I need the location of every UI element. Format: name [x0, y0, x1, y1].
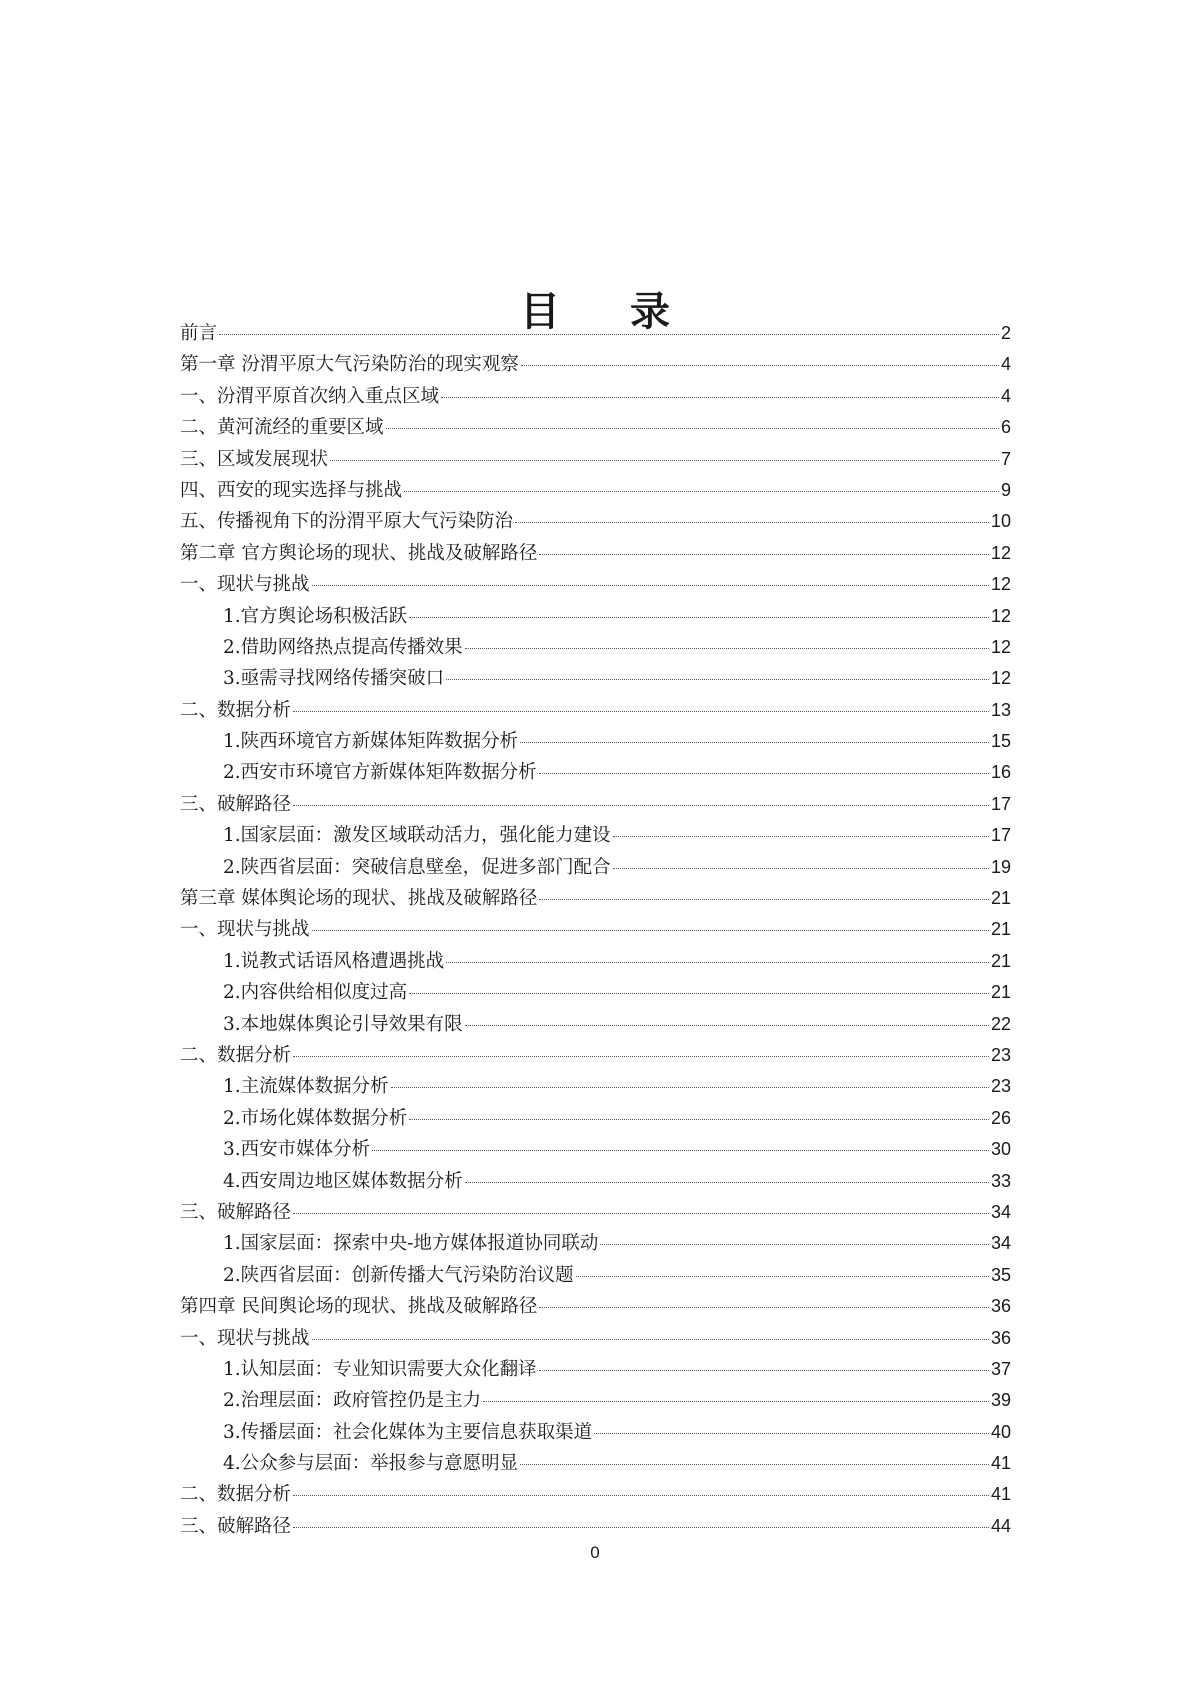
- toc-entry-title: 前言: [180, 323, 218, 344]
- dot-leader: [293, 1526, 989, 1528]
- toc-entry-title: 2.市场化媒体数据分析: [223, 1107, 408, 1129]
- toc-subentry[interactable]: [180, 1134, 1011, 1165]
- toc-entry-title: 3.传播层面：社会化媒体为主要信息获取渠道: [223, 1421, 593, 1443]
- toc-entry[interactable]: [180, 506, 1011, 537]
- toc-entry-title: 三、破解路径: [180, 1515, 292, 1537]
- toc-entry-page-number: 2: [1000, 323, 1011, 343]
- toc-subentry[interactable]: [180, 601, 1011, 632]
- toc-entry-page-number: 21: [990, 950, 1011, 971]
- toc-entry-page-number: 16: [990, 762, 1011, 783]
- toc-entry-title: 2.治理层面：政府管控仍是主力: [223, 1390, 482, 1412]
- toc-entry[interactable]: [180, 444, 1011, 475]
- dot-leader: [539, 772, 989, 774]
- dot-leader: [391, 1086, 989, 1088]
- toc-subentry[interactable]: [180, 1385, 1011, 1416]
- toc-subentry[interactable]: [180, 1103, 1011, 1134]
- dot-leader: [594, 1432, 989, 1434]
- toc-entry[interactable]: [180, 475, 1011, 506]
- dot-leader: [386, 427, 999, 429]
- toc-entry-page-number: 35: [990, 1264, 1011, 1285]
- dot-leader: [521, 364, 999, 366]
- toc-entry-page-number: 12: [990, 605, 1011, 626]
- toc-entry-page-number: 34: [990, 1233, 1011, 1254]
- toc-entry-title: 第四章 民间舆论场的现状、挑战及破解路径: [180, 1296, 538, 1318]
- dot-leader: [539, 553, 989, 555]
- toc-entry-page-number: 12: [990, 574, 1011, 595]
- toc-entry[interactable]: [180, 1479, 1011, 1510]
- toc-subentry[interactable]: [180, 632, 1011, 663]
- dot-leader: [409, 992, 989, 994]
- toc-entry-title: 四、西安的现实选择与挑战: [180, 479, 403, 501]
- toc-subentry[interactable]: [180, 1166, 1011, 1197]
- toc-entry-page-number: 22: [990, 1013, 1011, 1034]
- toc-entry-page-number: 17: [990, 793, 1011, 814]
- toc-entry[interactable]: [180, 538, 1011, 569]
- toc-entry-title: 第三章 媒体舆论场的现状、挑战及破解路径: [180, 888, 538, 910]
- toc-subentry[interactable]: [180, 757, 1011, 788]
- toc-subentry[interactable]: [180, 663, 1011, 694]
- toc-entry-title: 二、黄河流经的重要区域: [180, 417, 384, 439]
- toc-entry-title: 3.西安市媒体分析: [223, 1139, 371, 1161]
- toc-subentry[interactable]: [180, 1448, 1011, 1479]
- toc-entry-title: 2.西安市环境官方新媒体矩阵数据分析: [223, 762, 537, 784]
- toc-entry-page-number: 36: [990, 1296, 1011, 1317]
- toc-entry-page-number: 36: [990, 1327, 1011, 1348]
- toc-entry-page-number: 17: [990, 825, 1011, 846]
- toc-entry-title: 二、数据分析: [180, 1044, 292, 1066]
- toc-entry-title: 1.官方舆论场积极活跃: [223, 605, 408, 627]
- toc-entry-title: 一、现状与挑战: [180, 919, 310, 941]
- toc-entry-title: 1.主流媒体数据分析: [223, 1076, 389, 1098]
- toc-entry-page-number: 12: [990, 668, 1011, 689]
- toc-entry-title: 第二章 官方舆论场的现状、挑战及破解路径: [180, 542, 538, 564]
- toc-entry-page-number: 37: [990, 1358, 1011, 1379]
- dot-leader: [520, 741, 989, 743]
- toc-entry-page-number: 4: [1000, 354, 1011, 375]
- toc-entry-title: 二、数据分析: [180, 699, 292, 721]
- toc-entry-page-number: 30: [990, 1139, 1011, 1160]
- toc-entry-title: 1.说教式话语风格遭遇挑战: [223, 950, 445, 972]
- toc-entry-title: 二、数据分析: [180, 1484, 292, 1506]
- toc-entry-page-number: 15: [990, 731, 1011, 752]
- toc-entry-title: 三、区域发展现状: [180, 448, 329, 470]
- toc-entry[interactable]: [180, 1511, 1011, 1542]
- toc-subentry[interactable]: [180, 1009, 1011, 1040]
- dot-leader: [446, 961, 989, 963]
- toc-subentry[interactable]: [180, 820, 1011, 851]
- dot-leader: [219, 333, 999, 335]
- dot-leader: [465, 1024, 989, 1026]
- toc-subentry[interactable]: [180, 1228, 1011, 1259]
- dot-leader: [293, 710, 989, 712]
- toc-subentry[interactable]: [180, 946, 1011, 977]
- toc-entry[interactable]: [180, 1197, 1011, 1228]
- toc-entry-title: 五、传播视角下的汾渭平原大气污染防治: [180, 511, 514, 533]
- toc-entry[interactable]: [180, 1291, 1011, 1322]
- dot-leader: [330, 459, 999, 461]
- dot-leader: [293, 1494, 989, 1496]
- toc-entry[interactable]: [180, 1323, 1011, 1354]
- toc-entry-page-number: 34: [990, 1201, 1011, 1222]
- dot-leader: [404, 490, 999, 492]
- toc-entry-title: 4.西安周边地区媒体数据分析: [223, 1170, 463, 1192]
- dot-leader: [409, 616, 989, 618]
- toc-entry-title: 2.陕西省层面：突破信息壁垒，促进多部门配合: [223, 856, 611, 878]
- toc-entry-title: 一、汾渭平原首次纳入重点区域: [180, 385, 440, 407]
- toc-subentry[interactable]: [180, 1071, 1011, 1102]
- toc-entry-page-number: 19: [990, 856, 1011, 877]
- dot-leader: [441, 396, 999, 398]
- toc-entry-title: 2.借助网络热点提高传播效果: [223, 636, 463, 658]
- toc-entry[interactable]: [180, 412, 1011, 443]
- toc-entry[interactable]: [180, 381, 1011, 412]
- toc-subentry[interactable]: [180, 1354, 1011, 1385]
- dot-leader: [600, 1243, 989, 1245]
- toc-entry[interactable]: [180, 1040, 1011, 1071]
- dot-leader: [613, 867, 989, 869]
- dot-leader: [613, 835, 989, 837]
- toc-entry[interactable]: [180, 349, 1011, 380]
- toc-entry-page-number: 9: [1000, 479, 1011, 500]
- dot-leader: [293, 804, 989, 806]
- toc-subentry[interactable]: [180, 852, 1011, 883]
- dot-leader: [465, 647, 989, 649]
- toc-entry-page-number: 13: [990, 699, 1011, 720]
- toc-subentry[interactable]: [180, 1260, 1011, 1291]
- toc-entry-page-number: 21: [990, 888, 1011, 909]
- toc-entry[interactable]: [180, 914, 1011, 945]
- dot-leader: [312, 929, 989, 931]
- toc-entry-page-number: 23: [990, 1076, 1011, 1097]
- toc-entry-title: 1.陕西环境官方新媒体矩阵数据分析: [223, 731, 519, 753]
- dot-leader: [465, 1181, 989, 1183]
- toc-entry[interactable]: [180, 695, 1011, 726]
- dot-leader: [515, 521, 989, 523]
- dot-leader: [539, 898, 989, 900]
- dot-leader: [446, 678, 989, 680]
- page-title: 目 录: [520, 288, 698, 335]
- dot-leader: [312, 584, 989, 586]
- dot-leader: [483, 1400, 989, 1402]
- toc-entry-page-number: 40: [990, 1421, 1011, 1442]
- toc-entry-title: 第一章 汾渭平原大气污染防治的现实观察: [180, 354, 519, 376]
- toc-entry[interactable]: [180, 789, 1011, 820]
- toc-entry-page-number: 10: [990, 511, 1011, 532]
- toc-entry-page-number: 41: [990, 1484, 1011, 1505]
- toc-entry-title: 3.本地媒体舆论引导效果有限: [223, 1013, 463, 1035]
- toc-entry-page-number: 12: [990, 636, 1011, 657]
- toc-entry-page-number: 39: [990, 1390, 1011, 1411]
- toc-entry-title: 一、现状与挑战: [180, 1327, 310, 1349]
- toc-subentry[interactable]: [180, 726, 1011, 757]
- toc-entry-title: 2.陕西省层面：创新传播大气污染防治议题: [223, 1264, 574, 1286]
- toc-entry-title: 4.公众参与层面：举报参与意愿明显: [223, 1453, 519, 1475]
- toc-entry-title: 三、破解路径: [180, 1201, 292, 1223]
- dot-leader: [312, 1338, 989, 1340]
- toc-entry-page-number: 6: [1000, 417, 1011, 438]
- dot-leader: [520, 1463, 989, 1465]
- toc-entry[interactable]: [180, 569, 1011, 600]
- toc-entry-title: 一、现状与挑战: [180, 574, 310, 596]
- dot-leader: [539, 1306, 989, 1308]
- dot-leader: [372, 1149, 989, 1151]
- toc-entry-page-number: 44: [990, 1515, 1011, 1536]
- toc-subentry[interactable]: [180, 1417, 1011, 1448]
- toc-entry-page-number: 21: [990, 919, 1011, 940]
- toc-subentry[interactable]: [180, 977, 1011, 1008]
- toc-entry-page-number: 12: [990, 542, 1011, 563]
- toc-entry[interactable]: [180, 883, 1011, 914]
- dot-leader: [539, 1369, 989, 1371]
- toc-entry-title: 三、破解路径: [180, 793, 292, 815]
- toc-entry-title: 1.国家层面：激发区域联动活力，强化能力建设: [223, 825, 611, 847]
- page-number: 0: [590, 1543, 600, 1562]
- table-of-contents: [180, 318, 1011, 1542]
- dot-leader: [409, 1118, 989, 1120]
- toc-entry-title: 3.亟需寻找网络传播突破口: [223, 668, 445, 690]
- toc-entry-page-number: 33: [990, 1170, 1011, 1191]
- toc-entry-page-number: 7: [1000, 448, 1011, 469]
- toc-entry-title: 2.内容供给相似度过高: [223, 982, 408, 1004]
- toc-entry-page-number: 21: [990, 982, 1011, 1003]
- toc-entry-page-number: 23: [990, 1044, 1011, 1065]
- dot-leader: [293, 1212, 989, 1214]
- toc-entry-page-number: 26: [990, 1107, 1011, 1128]
- toc-entry-title: 1.国家层面：探索中央-地方媒体报道协同联动: [223, 1233, 599, 1255]
- toc-entry-page-number: 41: [990, 1453, 1011, 1474]
- toc-entry-page-number: 4: [1000, 385, 1011, 406]
- dot-leader: [293, 1055, 989, 1057]
- toc-entry[interactable]: [180, 318, 1011, 349]
- toc-entry-title: 1.认知层面：专业知识需要大众化翻译: [223, 1358, 537, 1380]
- dot-leader: [576, 1275, 989, 1277]
